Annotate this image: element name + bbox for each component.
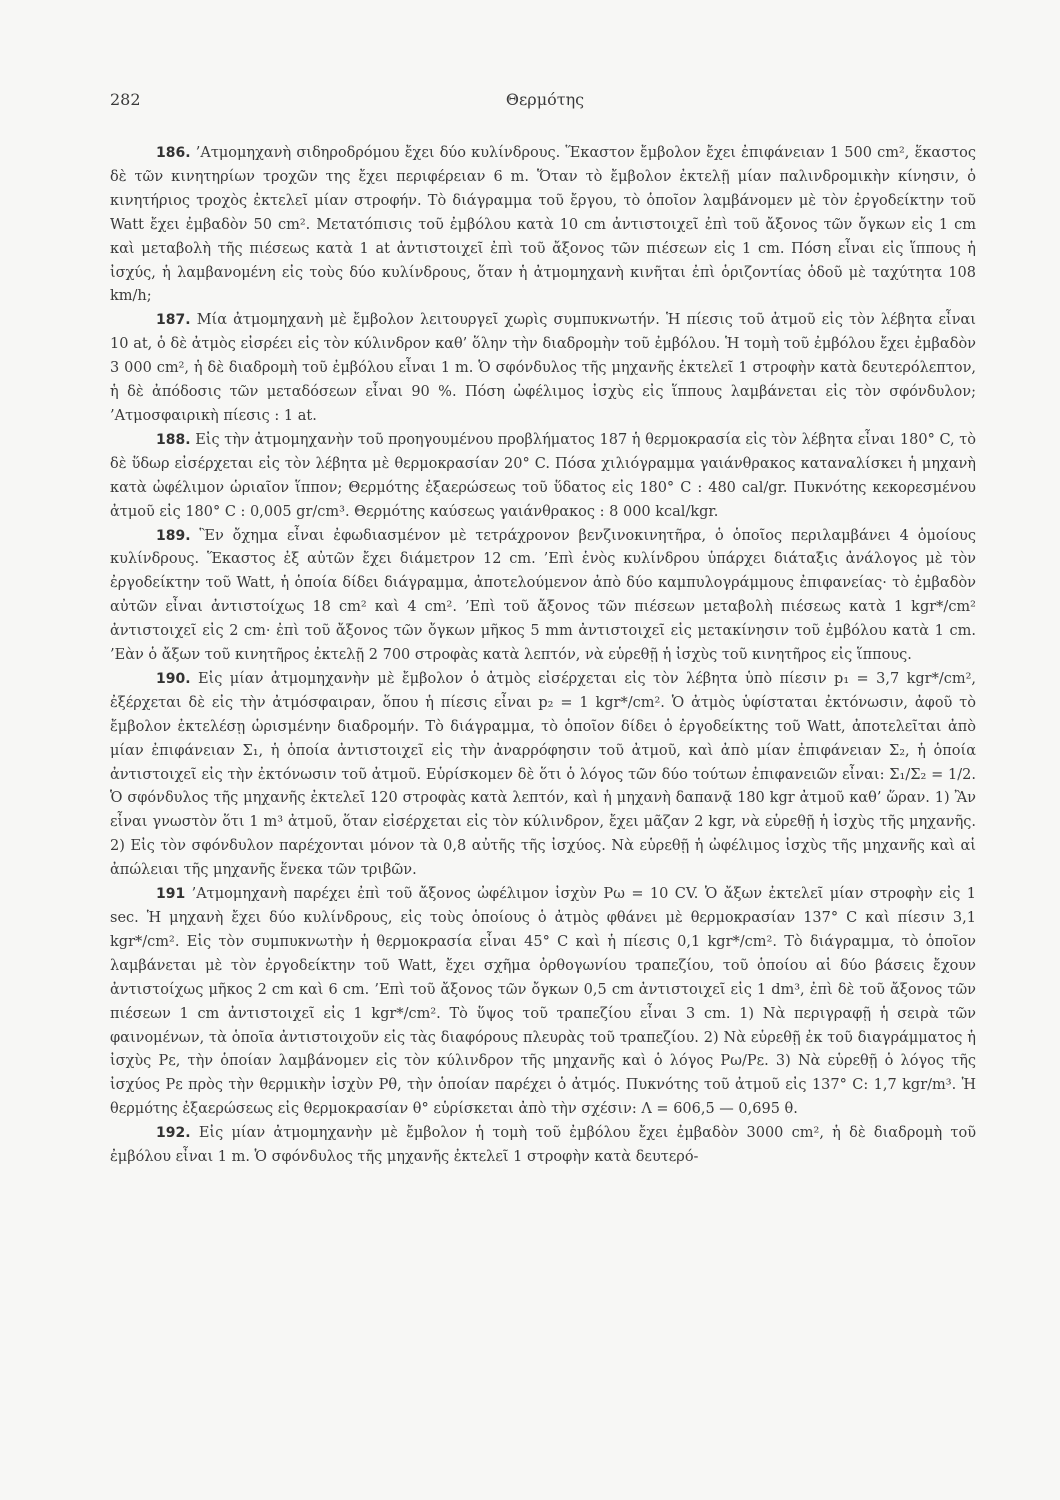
problem-text: Εἰς μίαν ἀτμομηχανὴν μὲ ἔμβολον ἡ τομὴ τοῦ ἐμβόλου ἔχει ἐμβαδὸν 3000 cm², ἡ δὲ διαδρομὴ τοῦ ἐμβόλου εἶναι 1 m. Ὁ σφόνδυλος τῆς μηχανῆς ἐκτελεῖ 1 στροφὴν κατὰ δευτερό- (110, 1125, 977, 1166)
running-title: Θερμότης (505, 90, 585, 109)
problem-number: 189. (156, 527, 191, 544)
problem-number: 188. (156, 431, 191, 448)
problem-186 (110, 142, 976, 309)
problem-190 (110, 668, 976, 883)
page-number: 282 (110, 90, 141, 109)
problem-text: ’Ατμομηχανὴ σιδηροδρόμου ἔχει δύο κυλίνδρους. Ἕκαστον ἔμβολον ἔχει ἐπιφάνειαν 1 500 cm², ἕκαστος δὲ τῶν κινητηρίων τροχῶν της ἔχει περιφέρειαν 6 m. Ὅταν τὸ ἔμβολον ἐκτελῇ μίαν παλινδρομικὴν κίνησιν, ὁ κινητήριος τροχὸς ἐκτελεῖ μίαν στροφήν. Τὸ διάγραμμα τοῦ ἔργου, τὸ ὁποῖον λαμβάνομεν μὲ τὸν ἐργοδείκτην τοῦ Watt ἔχει ἐμβαδὸν 50 cm². Μετατόπισις τοῦ ἐμβόλου κατὰ 10 cm ἀντιστοιχεῖ ἐπὶ τοῦ ἄξονος τῶν ὄγκων εἰς 1 cm καὶ μεταβολὴ τῆς πιέσεως κατὰ 1 at ἀντιστοιχεῖ ἐπὶ τοῦ ἄξονος τῶν πιέσεων εἰς 1 cm. Πόση εἶναι εἰς ἵππους ἡ ἰσχύς, ἡ λαμβανομένη εἰς τοὺς δύο κυλίνδρους, ὅταν ἡ ἀτμομηχανὴ κινῆται ἐπὶ ὁριζοντίας ὁδοῦ μὲ ταχύτητα 108 km/h; (110, 145, 976, 305)
problems-text (110, 142, 976, 1170)
problem-number: 186. (156, 145, 191, 161)
problem-text: Ἓν ὄχημα εἶναι ἐφωδιασμένον μὲ τετράχρονον βενζινοκινητῆρα, ὁ ὁποῖος περιλαμβάνει 4 ὁμοίους κυλίνδρους. Ἕκαστος ἐξ αὐτῶν ἔχει διάμετρον 12 cm. ’Επὶ ἑνὸς κυλίνδρου ὑπάρχει διάταξις ἀνάλογος μὲ τὸν ἐργοδείκτην τοῦ Watt, ἡ ὁποία δίδει διάγραμμα, ἀποτελούμενον ἀπὸ δύο καμπυλογράμμους ἐπιφανείας· τὸ ἐμβαδὸν αὐτῶν εἶναι ἀντιστοίχως 18 cm² καὶ 4 cm². ’Επὶ τοῦ ἄξονος τῶν πιέσεων μεταβολὴ πιέσεως κατὰ 1 kgr*/cm² ἀντιστοιχεῖ εἰς 2 cm· ἐπὶ τοῦ ἄξονος τῶν ὄγκων μῆκος 5 mm ἀντιστοιχεῖ εἰς μετακίνησιν τοῦ ἐμβόλου κατὰ 1 cm. ’Εὰν ὁ ἄξων τοῦ κινητῆρος ἐκτελῇ 2 700 στροφὰς κατὰ λεπτόν, νὰ εὑρεθῇ ἡ ἰσχὺς τοῦ κινητῆρος εἰς ἵππους. (110, 527, 976, 664)
problem-187 (110, 309, 976, 429)
problem-number: 192. (156, 1125, 191, 1142)
problem-text: ’Ατμομηχανὴ παρέχει ἐπὶ τοῦ ἄξονος ὠφέλιμον ἰσχὺν Pω = 10 CV. Ὁ ἄξων ἐκτελεῖ μίαν στροφὴν εἰς 1 sec. Ἡ μηχανὴ ἔχει δύο κυλίνδρους, εἰς τοὺς ὁποίους ὁ ἀτμὸς φθάνει μὲ θερμοκρασίαν 137° C καὶ πίεσιν 3,1 kgr*/cm². Εἰς τὸν συμπυκνωτὴν ἡ θερμοκρασία εἶναι 45° C καὶ ἡ πίεσις 0,1 kgr*/cm². Τὸ διάγραμμα, τὸ ὁποῖον λαμβάνεται μὲ τὸν ἐργοδείκτην τοῦ Watt, ἔχει σχῆμα ὀρθογωνίου τραπεζίου, τοῦ ὁποίου αἱ δύο βάσεις ἔχουν ἀντιστοίχως μῆκος 2 cm καὶ 6 cm. ’Επὶ τοῦ ἄξονος τῶν ὄγκων 0,5 cm ἀντιστοιχεῖ εἰς 1 dm³, ἐπὶ δὲ τοῦ ἄξονος τῶν πιέσεων 1 cm ἀντιστοιχεῖ εἰς 1 kgr*/cm². Τὸ ὕψος τοῦ τραπεζίου εἶναι 3 cm. 1) Νὰ περιγραφῇ ἡ σειρὰ τῶν φαινομένων, τὰ ὁποῖα ἀντιστοιχοῦν εἰς τὰς διαφόρους πλευρὰς τοῦ τραπεζίου. 2) Νὰ εὑρεθῇ ἐκ τοῦ διαγράμματος ἡ ἰσχὺς Pε, τὴν ὁποίαν λαμβάνομεν εἰς τὸν κύλινδρον τῆς μηχανῆς καὶ ὁ λόγος Pω/Pε. 3) Νὰ εὑρεθῇ ὁ λόγος τῆς ἰσχύος Pε πρὸς τὴν θερμικὴν ἰσχὺν Pθ, τὴν ὁποίαν παρέχει ὁ ἀτμός. Πυκνότης τοῦ ἀτμοῦ εἰς 137° C: 1,7 kgr/m³. Ἡ θερμότης ἐξαερώσεως εἰς θερμοκρασίαν θ° εὑρίσκεται ἀπὸ τὴν σχέσιν: Λ = 606,5 — 0,695 θ. (110, 886, 977, 1118)
problem-192 (110, 1122, 976, 1170)
problem-189 (110, 525, 976, 668)
problem-191 (110, 883, 976, 1122)
problem-number: 190. (156, 670, 191, 687)
problem-text: Εἰς τὴν ἀτμομηχανὴν τοῦ προηγουμένου προβλήματος 187 ἡ θερμοκρασία εἰς τὸν λέβητα εἶναι 180° C, τὸ δὲ ὕδωρ εἰσέρχεται εἰς τὸν λέβητα μὲ θερμοκρασίαν 20° C. Πόσα χιλιόγραμμα γαιάνθρακος καταναλίσκει ἡ μηχανὴ κατὰ ὠφέλιμον ὡριαῖον ἵππον; Θερμότης ἐξαερώσεως τοῦ ὕδατος εἰς 180° C : 480 cal/gr. Πυκνότης κεκορεσμένου ἀτμοῦ εἰς 180° C : 0,005 gr/cm³. Θερμότης καύσεως γαιάνθρακος : 8 000 kcal/kgr. (110, 431, 977, 520)
problem-number: 187. (156, 312, 191, 329)
problem-text: Εἰς μίαν ἀτμομηχανὴν μὲ ἔμβολον ὁ ἀτμὸς εἰσέρχεται εἰς τὸν λέβητα ὑπὸ πίεσιν p₁ = 3,7 kgr*/cm², ἐξέρχεται δὲ εἰς τὴν ἀτμόσφαιραν, ὅπου ἡ πίεσις εἶναι p₂ = 1 kgr*/cm². Ὁ ἀτμὸς ὑφίσταται ἐκτόνωσιν, ἀφοῦ τὸ ἔμβολον ἐκτελέσῃ ὡρισμένην διαδρομήν. Τὸ διάγραμμα, τὸ ὁποῖον δίδει ὁ ἐργοδείκτης τοῦ Watt, ἀποτελεῖται ἀπὸ μίαν ἐπιφάνειαν Σ₁, ἡ ὁποία ἀντιστοιχεῖ εἰς τὴν ἀναρρόφησιν τοῦ ἀτμοῦ, καὶ ἀπὸ μίαν ἐπιφάνειαν Σ₂, ἡ ὁποία ἀντιστοιχεῖ εἰς τὴν ἐκτόνωσιν τοῦ ἀτμοῦ. Εὑρίσκομεν δὲ ὅτι ὁ λόγος τῶν δύο τούτων ἐπιφανειῶν εἶναι: Σ₁/Σ₂ = 1/2. Ὁ σφόνδυλος τῆς μηχανῆς ἐκτελεῖ 120 στροφὰς κατὰ λεπτόν, καὶ ἡ μηχανὴ δαπανᾷ 180 kgr ἀτμοῦ καθ’ ὥραν. 1) Ἂν εἶναι γνωστὸν ὅτι 1 m³ ἀτμοῦ, ὅταν εἰσέρχεται εἰς τὸν κύλινδρον, ἔχει μᾶζαν 2 kgr, νὰ εὑρεθῇ ἡ ἰσχὺς τῆς μηχανῆς. 2) Εἰς τὸν σφόνδυλον παρέχονται μόνον τὰ 0,8 αὐτῆς τῆς ἰσχύος. Νὰ εὑρεθῇ ἡ ὠφέλιμος ἰσχὺς τῆς μηχανῆς καὶ αἱ ἀπώλειαι τῆς μηχανῆς ἕνεκα τῶν τριβῶν. (110, 670, 977, 879)
problem-text: Μία ἀτμομηχανὴ μὲ ἔμβολον λειτουργεῖ χωρὶς συμπυκνωτήν. Ἡ πίεσις τοῦ ἀτμοῦ εἰς τὸν λέβητα εἶναι 10 at, ὁ δὲ ἀτμὸς εἰσρέει εἰς τὸν κύλινδρον καθ’ ὅλην τὴν διαδρομὴν τοῦ ἐμβόλου. Ἡ τομὴ τοῦ ἐμβόλου ἔχει ἐμβαδὸν 3 000 cm², ἡ δὲ διαδρομὴ τοῦ ἐμβόλου εἶναι 1 m. Ὁ σφόνδυλος τῆς μηχανῆς ἐκτελεῖ 1 στροφὴν κατὰ δευτερόλεπτον, ἡ δὲ ἀπόδοσις τῶν μεταδόσεων εἶναι 90 %. Πόση ὠφέλιμος ἰσχὺς εἰς ἵππους λαμβάνεται εἰς τὸν σφόνδυλον; ’Ατμοσφαιρικὴ πίεσις : 1 at. (110, 312, 976, 424)
problem-number: 191 (156, 886, 186, 903)
problem-188 (110, 429, 976, 525)
